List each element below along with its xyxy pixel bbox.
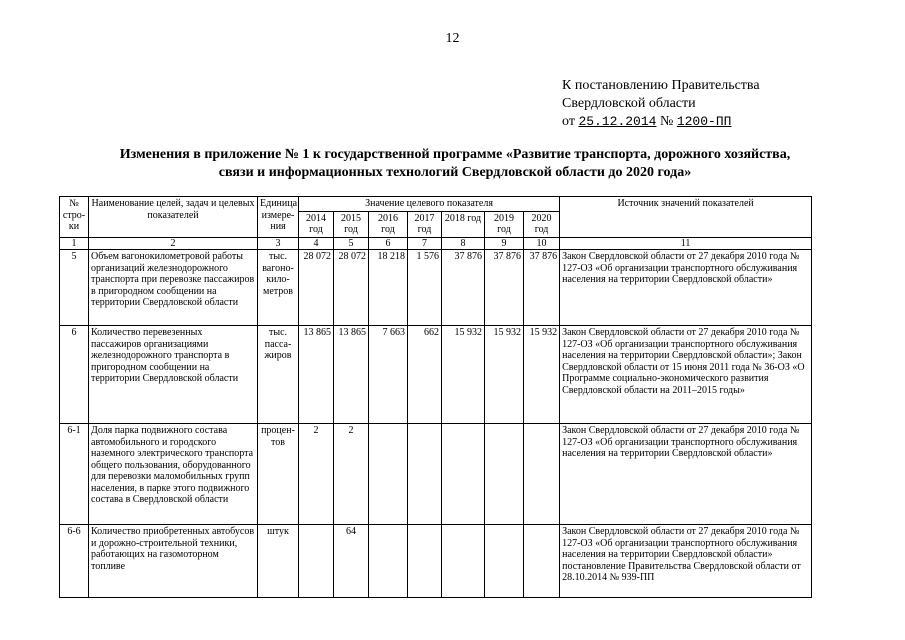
row-value: 64 [334,525,369,598]
approval-number-sign: № [659,114,674,129]
approval-block [562,77,760,131]
table-row [60,525,812,598]
table-row [60,250,812,326]
row-value: 28 072 [334,250,369,326]
row-value: 2 [334,424,369,525]
row-value [524,424,560,525]
row-value [485,525,524,598]
column-numbers-row [60,237,812,250]
column-number: 2 [89,237,258,250]
row-unit: штук [258,525,299,598]
row-name: Объем вагонокилометровой работы организаций железнодорожного транспорта при перевозке пассажиров в пригородном сообщении на территории Свердловской области [89,250,258,326]
year-header: 2018 год [442,211,485,237]
row-value: 15 932 [524,326,560,424]
approval-date: 25.12.2014 [578,114,657,129]
row-unit: процен-тов [258,424,299,525]
column-number: 9 [485,237,524,250]
row-value: 18 218 [369,250,408,326]
header-row-no: № стро-ки [60,197,89,238]
header-values: Значение целевого показателя [299,197,560,212]
year-header: 2020 год [524,211,560,237]
row-value [408,424,442,525]
row-value: 13 865 [334,326,369,424]
row-value: 15 932 [485,326,524,424]
row-number: 5 [60,250,89,326]
document-title [60,146,850,182]
column-number: 10 [524,237,560,250]
table-row [60,326,812,424]
approval-date-line [562,113,760,131]
row-source: Закон Свердловской области от 27 декабря 2010 года № 127-ОЗ «Об организации транспортного обслуживания населения на территории Свердловской области» [560,424,812,525]
year-header: 2016 год [369,211,408,237]
approval-line-2: Свердловской области [562,96,696,111]
document-title-line-1: Изменения в приложение № 1 к государственной программе «Развитие транспорта, дорожного хозяйства, [119,147,791,162]
row-value: 15 932 [442,326,485,424]
column-number: 11 [560,237,812,250]
row-unit: тыс. вагоно-кило-метров [258,250,299,326]
table-row [60,424,812,525]
row-value [369,525,408,598]
row-value: 28 072 [299,250,334,326]
year-header: 2019 год [485,211,524,237]
indicators-table [59,196,812,598]
column-number: 4 [299,237,334,250]
column-number: 3 [258,237,299,250]
row-value [408,525,442,598]
row-unit: тыс. пасса-жиров [258,326,299,424]
row-value: 37 876 [442,250,485,326]
year-header: 2015 год [334,211,369,237]
row-value: 7 663 [369,326,408,424]
row-source: Закон Свердловской области от 27 декабря 2010 года № 127-ОЗ «Об организации транспортного обслуживания населения на территории Свердловской области» [560,250,812,326]
column-number: 7 [408,237,442,250]
row-value: 2 [299,424,334,525]
row-value: 1 576 [408,250,442,326]
row-value: 37 876 [524,250,560,326]
year-header: 2017 год [408,211,442,237]
header-unit: Единица измере-ния [258,197,299,238]
document-title-line-2: связи и информационных технологий Свердловской области до 2020 года» [218,165,692,180]
header-name: Наименование целей, задач и целевых показателей [89,197,258,238]
row-value [369,424,408,525]
row-number: 6-1 [60,424,89,525]
row-source: Закон Свердловской области от 27 декабря 2010 года № 127-ОЗ «Об организации транспортного обслуживания населения на территории Свердловской области» постановление Правительства Свердловской области от 28.10.2014 № 939-ПП [560,525,812,598]
approval-from: от [562,114,575,129]
year-header: 2014 год [299,211,334,237]
column-number: 6 [369,237,408,250]
row-name: Количество перевезенных пассажиров организациями железнодорожного транспорта в пригородном сообщении на территории Свердловской области [89,326,258,424]
row-name: Доля парка подвижного состава автомобильного и городского наземного электрического транспорта общего пользования, оборудованного для перевозки маломобильных групп населения, в парке этого подвижного состава в Свердловской области [89,424,258,525]
approval-line-1: К постановлению Правительства [562,78,760,93]
header-row [60,197,812,212]
row-value [524,525,560,598]
row-number: 6 [60,326,89,424]
row-value: 13 865 [299,326,334,424]
row-source: Закон Свердловской области от 27 декабря 2010 года № 127-ОЗ «Об организации транспортного обслуживания населения на территории Свердловской области»; Закон Свердловской области от 15 июня 2011 года № 36-ОЗ «О Программе социально-экономического развития Свердловской области на 2011–2015 годы» [560,326,812,424]
row-value: 37 876 [485,250,524,326]
column-number: 8 [442,237,485,250]
row-value [485,424,524,525]
row-value [442,424,485,525]
row-value [299,525,334,598]
header-source: Источник значений показателей [560,197,812,238]
page-number: 12 [445,31,460,46]
row-value [442,525,485,598]
row-name: Количество приобретенных автобусов и дорожно-строительной техники, работающих на газомоторном топливе [89,525,258,598]
column-number: 1 [60,237,89,250]
approval-number: 1200-ПП [676,114,732,129]
row-value: 662 [408,326,442,424]
column-number: 5 [334,237,369,250]
row-number: 6-6 [60,525,89,598]
